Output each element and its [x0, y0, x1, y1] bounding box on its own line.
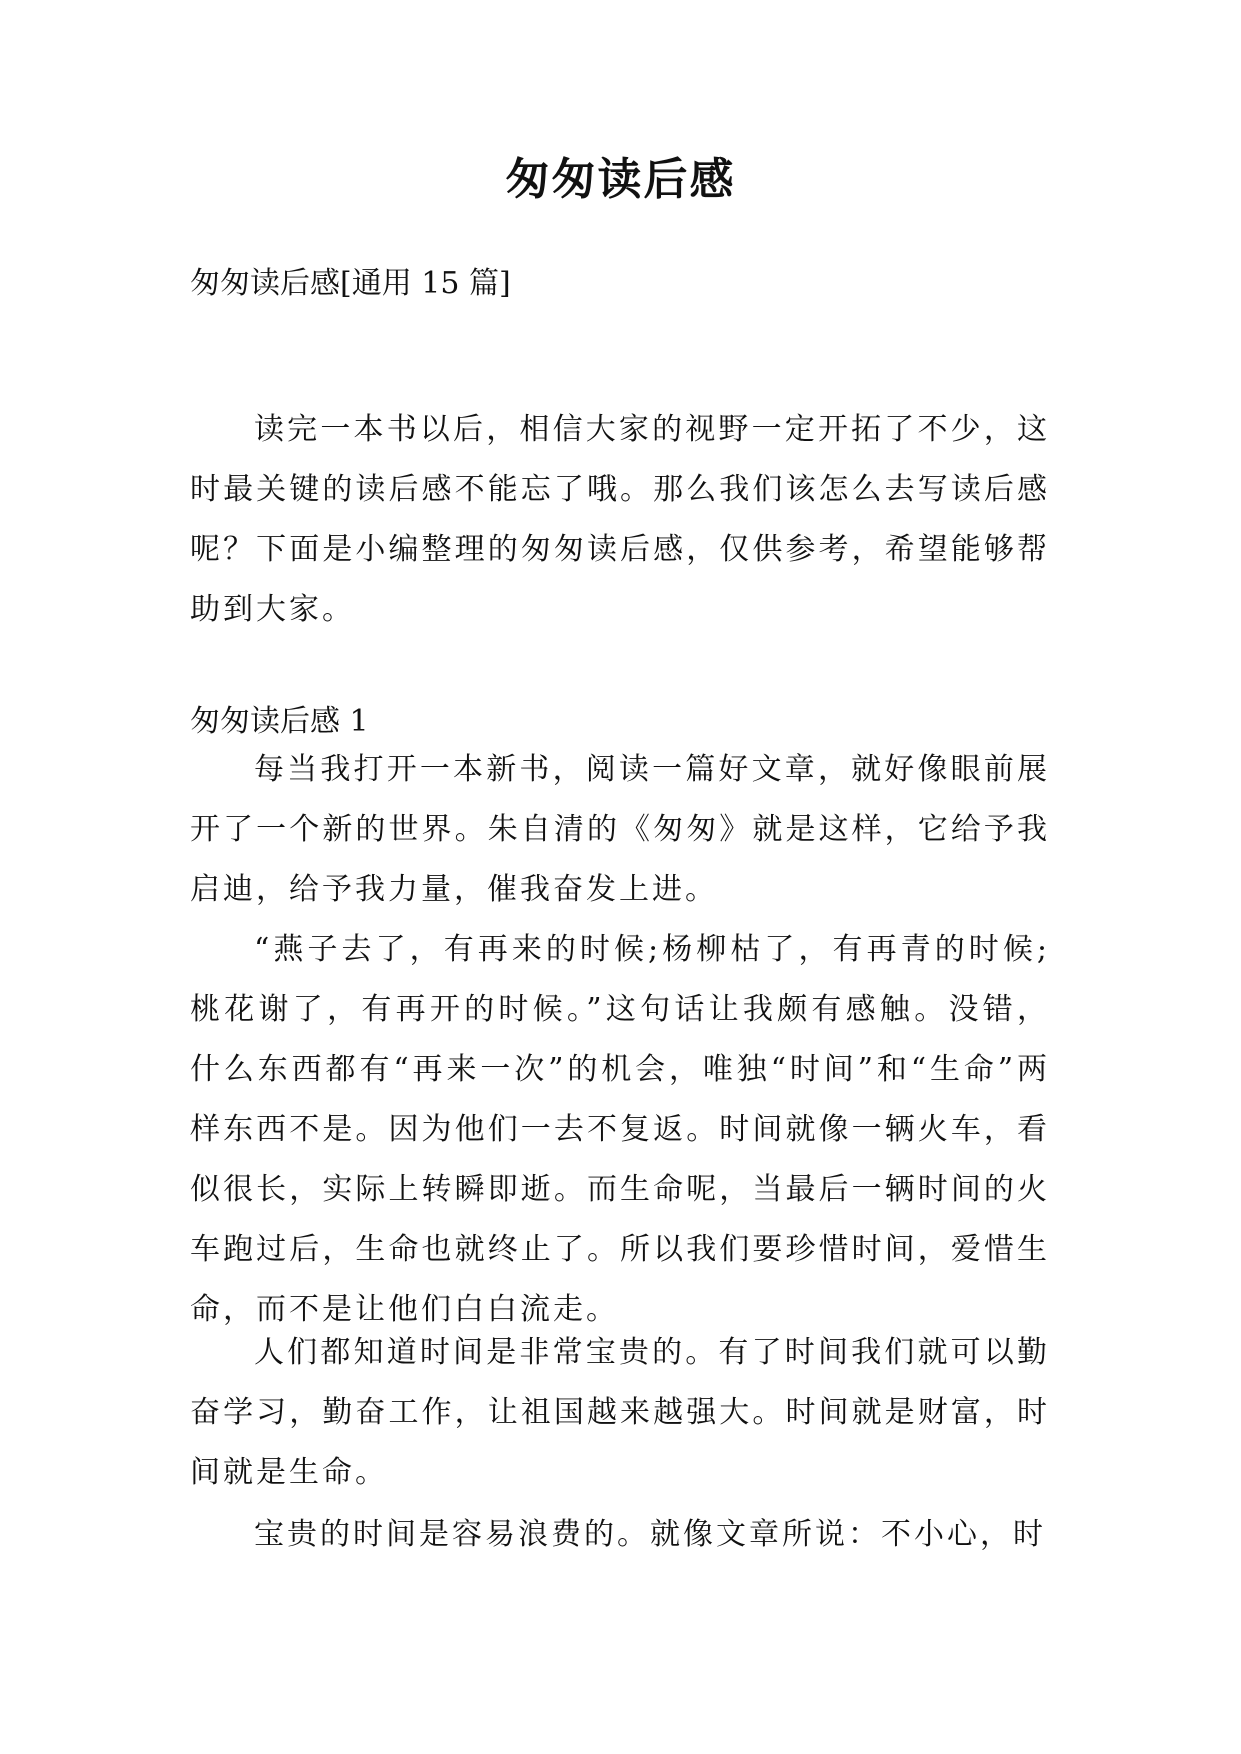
section-heading: 匆匆读后感 1: [190, 704, 369, 739]
document-title: 匆匆读后感: [505, 154, 736, 205]
intro-paragraph: 读完一本书以后，相信大家的视野一定开拓了不少，这时最关键的读后感不能忘了哦。那么我们该怎么去写读后感呢？下面是小编整理的匆匆读后感，仅供参考，希望能够帮助到大家。: [190, 412, 1050, 627]
body-paragraph-4: 宝贵的时间是容易浪费的。就像文章所说：不小心，时: [254, 1517, 1046, 1552]
body-paragraph-1: 每当我打开一本新书，阅读一篇好文章，就好像眼前展开了一个新的世界。朱自清的《匆匆》就是这样，它给予我启迪，给予我力量，催我奋发上进。: [190, 752, 1050, 907]
document-subtitle: 匆匆读后感[通用 15 篇]: [190, 266, 511, 301]
body-paragraph-3: 人们都知道时间是非常宝贵的。有了时间我们就可以勤奋学习，勤奋工作，让祖国越来越强大。时间就是财富，时间就是生命。: [190, 1335, 1050, 1490]
body-paragraph-2: “燕子去了，有再来的时候;杨柳枯了，有再青的时候;桃花谢了，有再开的时候。”这句话让我颇有感触。没错，什么东西都有“再来一次”的机会，唯独“时间”和“生命”两样东西不是。因为他们一去不复返。时间就像一辆火车，看似很长，实际上转瞬即逝。而生命呢，当最后一辆时间的火车跑过后，生命也就终止了。所以我们要珍惜时间，爱惜生命，而不是让他们白白流走。: [190, 932, 1050, 1327]
